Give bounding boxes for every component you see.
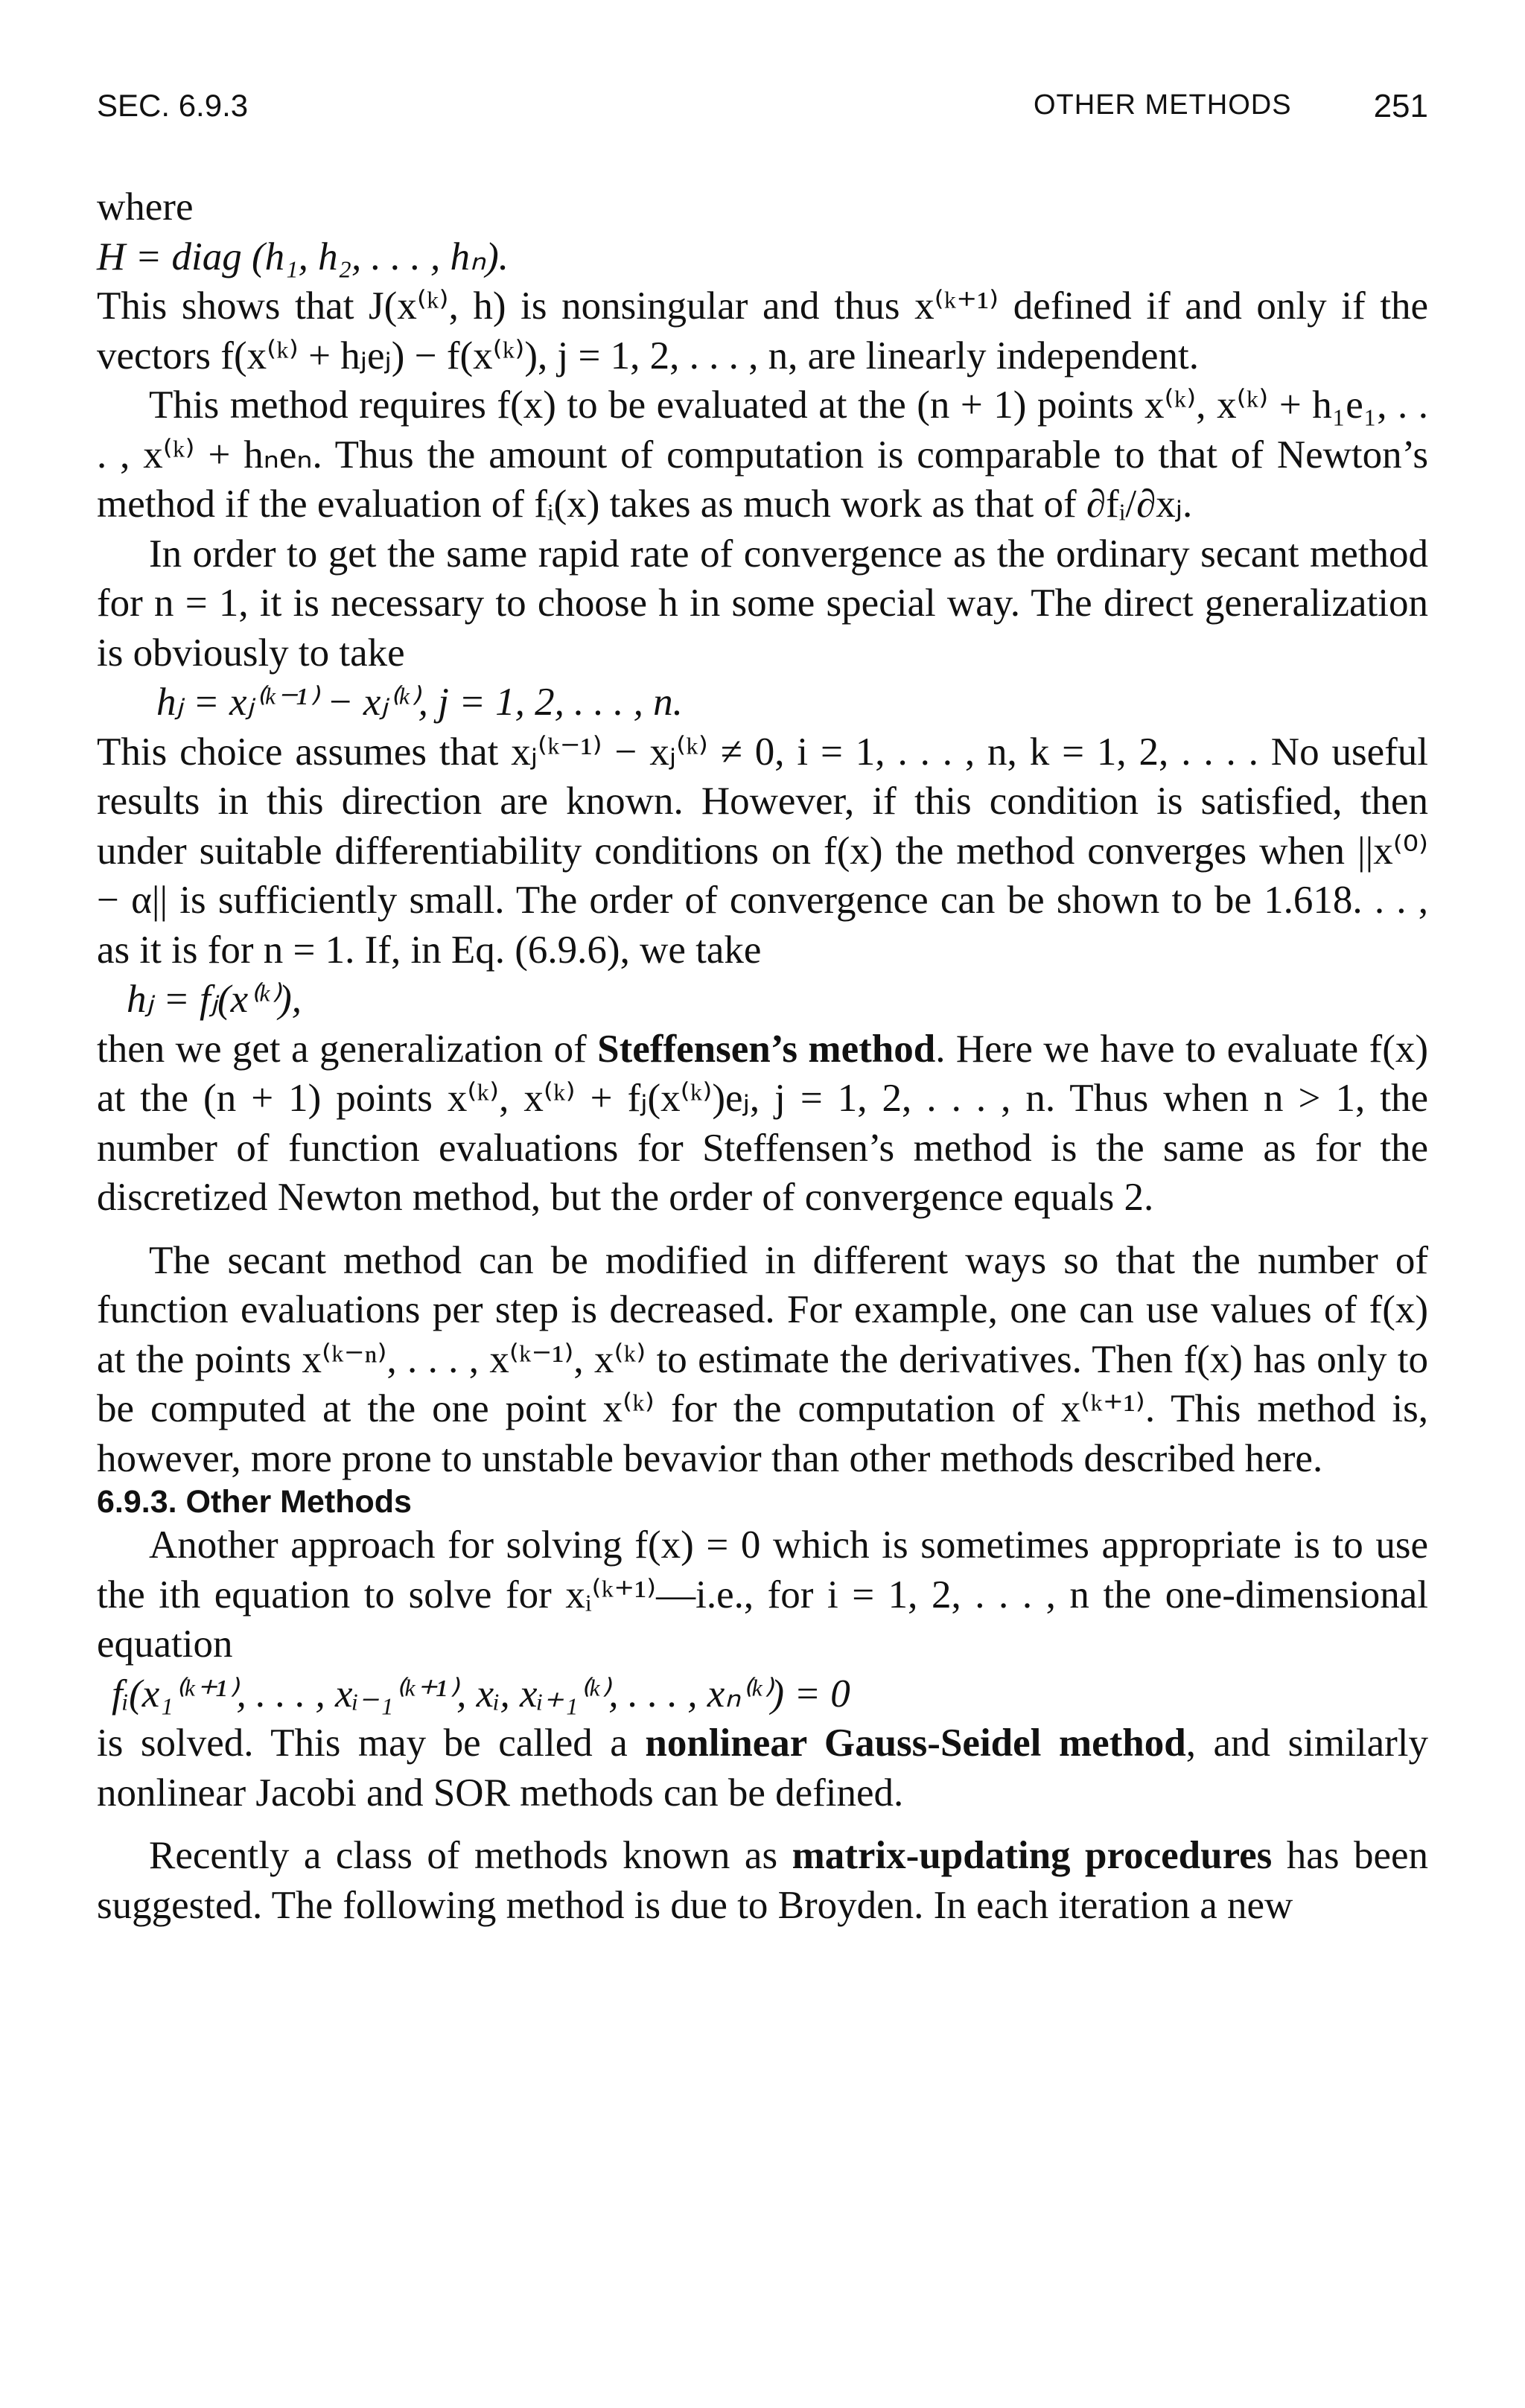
term-matrix-updating: matrix-updating procedures (792, 1834, 1273, 1877)
text-run: has been suggested. The following method is due to Broyden. In each iteration a new (97, 1834, 1429, 1927)
where-text: where (97, 185, 194, 229)
chapter-title: OTHER METHODS (1034, 89, 1292, 121)
section-heading: 6.9.3. Other Methods (97, 1484, 412, 1520)
running-header (97, 88, 1428, 133)
equation-hj-steffensen: hⱼ = fⱼ(x⁽ᵏ⁾), (127, 978, 302, 1021)
page-number: 251 (1373, 88, 1428, 124)
paragraph-choice: This choice assumes that xⱼ⁽ᵏ⁻¹⁾ − xⱼ⁽ᵏ⁾ ≠ 0, i = 1, . . . , n, k = 1, 2, . . . . No useful results in this direction are known. However, if this condition is satisfied, then under suitable differentiability conditions on f(x) the method converges when ||x⁽⁰⁾ − α|| is sufficiently small. The order of convergence can be shown to be 1.618. . . , as it is for n = 1. If, in Eq. (6.9.6), we take (97, 730, 1428, 972)
text-run: then we get a generalization of (97, 1027, 598, 1071)
paragraph-matrix-updating (97, 1831, 1428, 1930)
paragraph-evaluations: This method requires f(x) to be evaluated at the (n + 1) points x⁽ᵏ⁾, x⁽ᵏ⁾ + h₁e₁, . . . , x⁽ᵏ⁾ + hₙeₙ. Thus the amount of computation is comparable to that of Newton’s method if the evaluation of fᵢ(x) takes as much work as that of ∂fᵢ/∂xⱼ. (97, 383, 1428, 526)
text-run: , and similarly nonlinear Jacobi and SOR methods can be defined. (97, 1721, 1428, 1815)
paragraph-secant: In order to get the same rapid rate of convergence as the ordinary secant method for n = 1, it is necessary to choose h in some special way. The direct generalization is obviously to take (97, 532, 1428, 675)
term-steffensen: Steffensen’s method (597, 1027, 936, 1071)
paragraph-nonsingular: This shows that J(x⁽ᵏ⁾, h) is nonsingular and thus x⁽ᵏ⁺¹⁾ defined if and only if the vectors f(x⁽ᵏ⁾ + hⱼeⱼ) − f(x⁽ᵏ⁾), j = 1, 2, . . . , n, are linearly independent. (97, 284, 1428, 378)
text-run: is solved. This may be called a (97, 1721, 646, 1765)
text-run: Recently a class of methods known as (149, 1834, 792, 1877)
equation-hj-secant: hⱼ = xⱼ⁽ᵏ⁻¹⁾ − xⱼ⁽ᵏ⁾, j = 1, 2, . . . , n. (156, 681, 683, 724)
term-gauss-seidel: nonlinear Gauss-Seidel method (645, 1721, 1186, 1765)
text-run: . Here we have to evaluate f(x) at the (n + 1) points x⁽ᵏ⁾, x⁽ᵏ⁾ + fⱼ(x⁽ᵏ⁾)eⱼ, j = 1, 2, . . . , n. Thus when n > 1, the number of function evaluations for Steffensen’s method is the same as for the discretized Newton method, but the order of convergence equals 2. (97, 1027, 1428, 1219)
equation-H: H = diag (h₁, h₂, . . . , hₙ). (97, 235, 509, 278)
paragraph-steffensen (97, 1025, 1428, 1223)
paragraph-modified-secant: The secant method can be modified in different ways so that the number of function evaluations per step is decreased. For example, one can use values of f(x) at the points x⁽ᵏ⁻ⁿ⁾, . . . , x⁽ᵏ⁻¹⁾, x⁽ᵏ⁾ to estimate the derivatives. Then f(x) has only to be computed at the one point x⁽ᵏ⁾ for the computation of x⁽ᵏ⁺¹⁾. This method is, however, more prone to unstable bevavior than other methods described here. (97, 1238, 1428, 1480)
section-label: SEC. 6.9.3 (97, 88, 249, 123)
page-body (97, 182, 1428, 1930)
paragraph-gauss-seidel (97, 1719, 1428, 1818)
equation-gauss-seidel: fᵢ(x₁⁽ᵏ⁺¹⁾, . . . , xᵢ₋₁⁽ᵏ⁺¹⁾, xᵢ, xᵢ₊₁⁽ᵏ⁾, . . . , xₙ⁽ᵏ⁾) = 0 (112, 1672, 850, 1716)
paragraph-other-approach: Another approach for solving f(x) = 0 which is sometimes appropriate is to use the ith equation to solve for xᵢ⁽ᵏ⁺¹⁾—i.e., for i = 1, 2, . . . , n the one-dimensional equation (97, 1523, 1428, 1666)
